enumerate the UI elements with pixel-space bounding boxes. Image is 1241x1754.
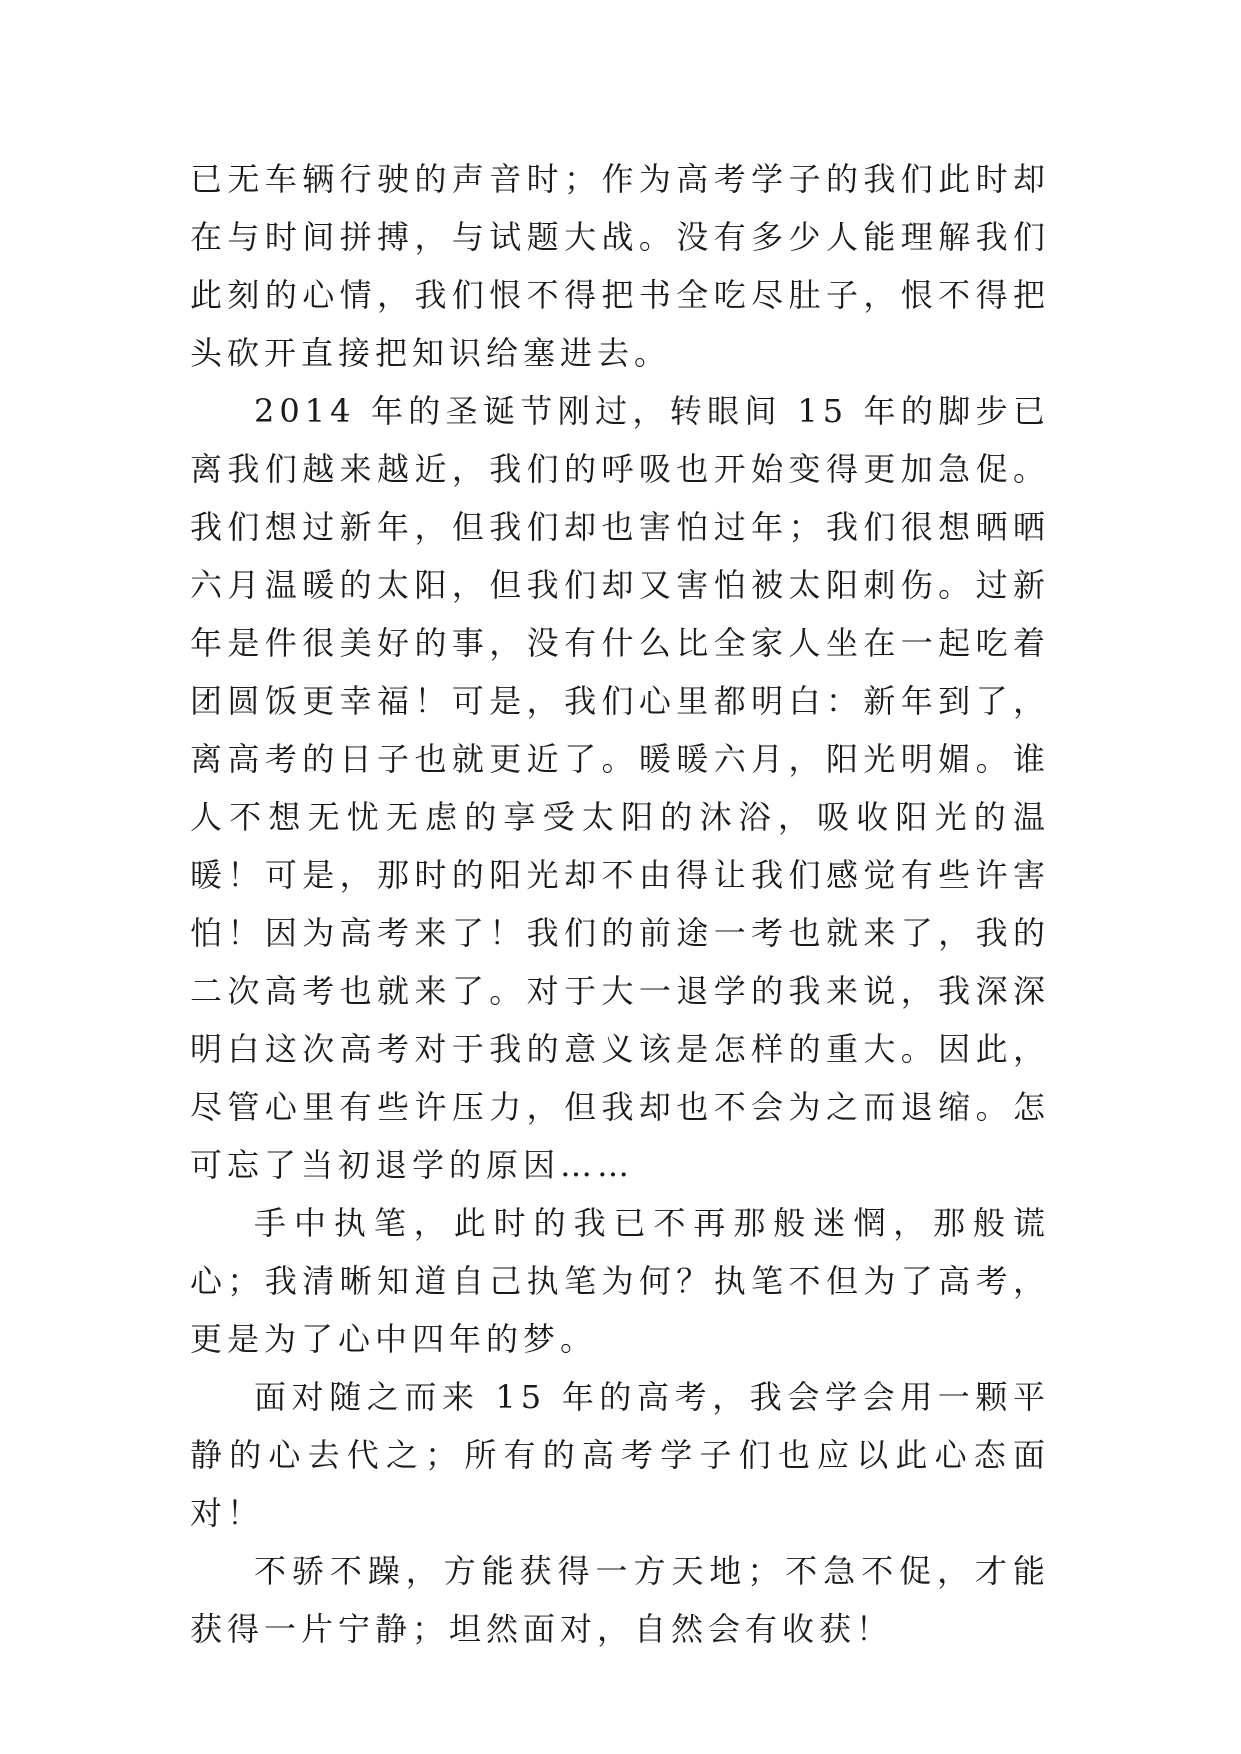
paragraph-1: 已无车辆行驶的声音时；作为高考学子的我们此时却在与时间拼搏，与试题大战。没有多少人能理解我们此刻的心情，我们恨不得把书全吃尽肚子，恨不得把头砍开直接把知识给塞进去。 [190, 160, 1050, 372]
document-body [190, 150, 1050, 1658]
paragraph-4: 面对随之而来 15 年的高考，我会学会用一颗平静的心去代之；所有的高考学子们也应以此心态面对！ [190, 1378, 1050, 1532]
paragraph-3: 手中执笔，此时的我已不再那般迷惘，那般谎心；我清晰知道自己执笔为何？执笔不但为了高考，更是为了心中四年的梦。 [190, 1204, 1050, 1358]
paragraph-2: 2014 年的圣诞节刚过，转眼间 15 年的脚步已离我们越来越近，我们的呼吸也开始变得更加急促。我们想过新年，但我们却也害怕过年；我们很想晒晒六月温暖的太阳，但我们却又害怕被太阳刺伤。过新年是件很美好的事，没有什么比全家人坐在一起吃着团圆饭更幸福！可是，我们心里都明白：新年到了，离高考的日子也就更近了。暖暖六月，阳光明媚。谁人不想无忧无虑的享受太阳的沐浴，吸收阳光的温暖！可是，那时的阳光却不由得让我们感觉有些许害怕！因为高考来了！我们的前途一考也就来了，我的二次高考也就来了。对于大一退学的我来说，我深深明白这次高考对于我的意义该是怎样的重大。因此，尽管心里有些许压力，但我却也不会为之而退缩。怎可忘了当初退学的原因…… [190, 392, 1050, 1184]
paragraph-5: 不骄不躁，方能获得一方天地；不急不促，才能获得一片宁静；坦然面对，自然会有收获！ [190, 1552, 1050, 1648]
